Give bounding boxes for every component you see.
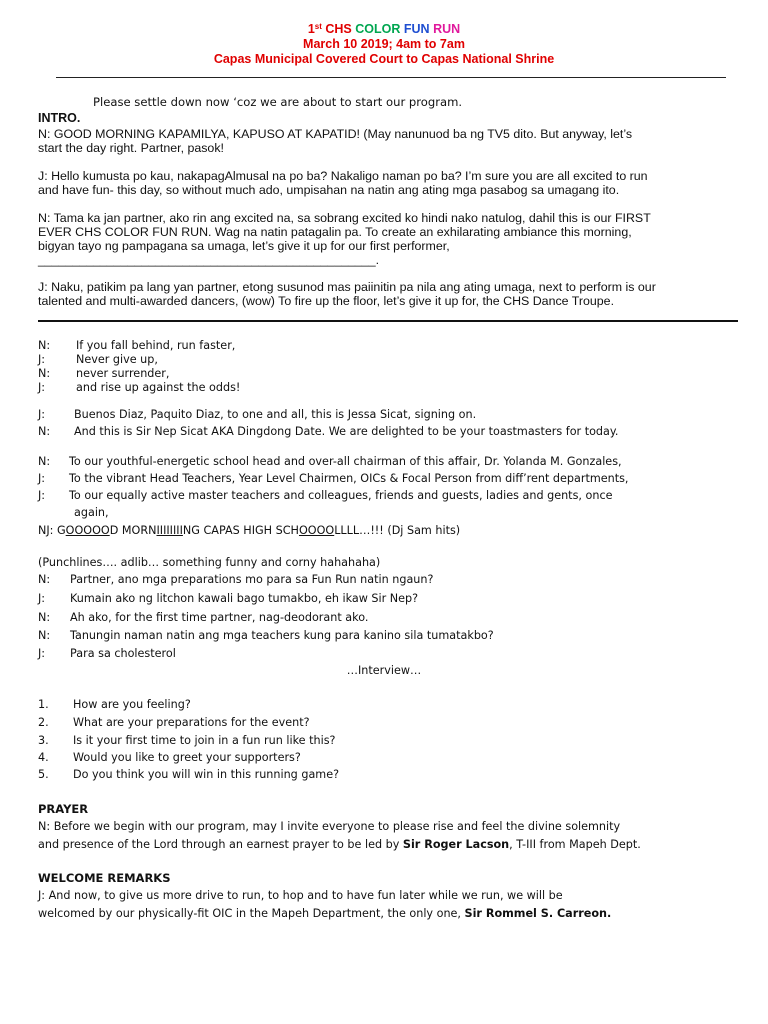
intro-p3-line3: bigyan tayo ng pampagana sa umaga, let’s give it up for our first performer, (38, 239, 450, 253)
intro-p3-line2: EVER CHS COLOR FUN RUN. Wag na natin patagalin pa. To create an exhilarating ambiance this morning, (38, 225, 632, 239)
greeting-continued: again, (74, 506, 109, 519)
opening-line: Please settle down now ‘coz we are about to start our program. (93, 95, 463, 109)
intro-p1-line1: N: GOOD MORNING KAPAMILYA, KAPUSO AT KAPATID! (May nanunuod ba ng TV5 dito. But anyway, let’s (38, 127, 633, 141)
punchline-line: N: Tanungin naman natin ang mga teachers kung para kanino sila tumatakbo? (38, 629, 494, 642)
greeting-line: J: To the vibrant Head Teachers, Year Level Chairmen, OICs & Focal Person from diff’rent departments, (38, 472, 629, 485)
welcome-line1: J: And now, to give us more drive to run, to hop and to have fun later while we run, we will be (38, 889, 563, 902)
intro-p1-line2: start the day right. Partner, pasok! (38, 141, 224, 155)
header-divider (56, 77, 726, 78)
intro-heading: INTRO. (38, 111, 81, 125)
prayer-heading: PRAYER (38, 802, 89, 816)
chant-line: J: Never give up, (38, 353, 158, 366)
chant-line: J: and rise up against the odds! (38, 381, 241, 394)
punchline-line: J: Para sa cholesterol (38, 647, 176, 660)
title-ordinal-sup: st (314, 22, 322, 31)
title-run: RUN (433, 22, 461, 36)
nj-shout-line: NJ: GOOOOOD MORNIIIIIIIING CAPAS HIGH SCHOOOOLLLL…!!! (Dj Sam hits) (38, 524, 461, 537)
punchline-line: J: Kumain ako ng litchon kawali bago tumakbo, eh ikaw Sir Nep? (38, 592, 419, 605)
title-ordinal: 1 (307, 22, 315, 36)
question-item: 1. How are you feeling? (38, 698, 191, 711)
prayer-line1: N: Before we begin with our program, may I invite everyone to please rise and feel the divine solemnity (38, 820, 621, 833)
host-line: J: Buenos Diaz, Paquito Diaz, to one and all, this is Jessa Sicat, signing on. (38, 408, 477, 421)
intro-p2-line1: J: Hello kumusta po kau, nakapagAlmusal na po ba? Nakaligo naman po ba? I’m sure you are all excited to run (38, 169, 648, 183)
chant-line: N: never surrender, (38, 367, 170, 380)
punchline-line: N: Partner, ano mga preparations mo para sa Fun Run natin ngaun? (38, 573, 434, 586)
section-divider (38, 320, 738, 322)
title-fun: FUN (403, 22, 430, 36)
welcome-heading: WELCOME REMARKS (38, 871, 171, 885)
chant-line: N: If you fall behind, run faster, (38, 339, 236, 352)
punchline-line: N: Ah ako, for the first time partner, nag-deodorant ako. (38, 611, 369, 624)
greeting-line: J: To our equally active master teachers and colleagues, friends and guests, ladies and gents, once (38, 489, 613, 502)
intro-p3-blank: _________________________________________________. (38, 253, 380, 267)
event-date: March 10 2019; 4am to 7am (303, 37, 465, 51)
question-item: 5. Do you think you will win in this running game? (38, 768, 340, 781)
interview-label: …Interview… (346, 664, 422, 677)
question-item: 4. Would you like to greet your supporters? (38, 751, 301, 764)
greeting-line: N: To our youthful-energetic school head and over-all chairman of this affair, Dr. Yolanda M. Gonzales, (38, 455, 622, 468)
title-color: COLOR (355, 22, 401, 36)
intro-p3-line1: N: Tama ka jan partner, ako rin ang excited na, sa sobrang excited ko hindi nako natulog, dahil this is our FIRST (38, 211, 651, 225)
question-item: 3. Is it your first time to join in a fun run like this? (38, 734, 336, 747)
prayer-line2: and presence of the Lord through an earnest prayer to be led by Sir Roger Lacson, T-III from Mapeh Dept. (38, 838, 641, 851)
question-item: 2. What are your preparations for the event? (38, 716, 310, 729)
event-title (0, 22, 768, 36)
intro-p2-line2: and have fun- this day, so without much ado, umpisahan na natin ang ating mga pasabog sa umagang ito. (38, 183, 620, 197)
intro-p4-line1: J: Naku, patikim pa lang yan partner, etong susunod mas paiinitin pa nila ang ating umaga, next to perform is our (38, 280, 656, 294)
title-chs: CHS (325, 22, 352, 36)
intro-p4-line2: talented and multi-awarded dancers, (wow) To fire up the floor, let’s give it up for, the CHS Dance Troupe. (38, 294, 615, 308)
host-line: N: And this is Sir Nep Sicat AKA Dingdong Date. We are delighted to be your toastmasters for today. (38, 425, 619, 438)
event-venue: Capas Municipal Covered Court to Capas National Shrine (213, 52, 555, 66)
punchline-heading: (Punchlines…. adlib… something funny and corny hahahaha) (38, 556, 381, 569)
welcome-line2: welcomed by our physically-fit OIC in the Mapeh Department, the only one, Sir Rommel S. Carreon. (38, 907, 612, 920)
